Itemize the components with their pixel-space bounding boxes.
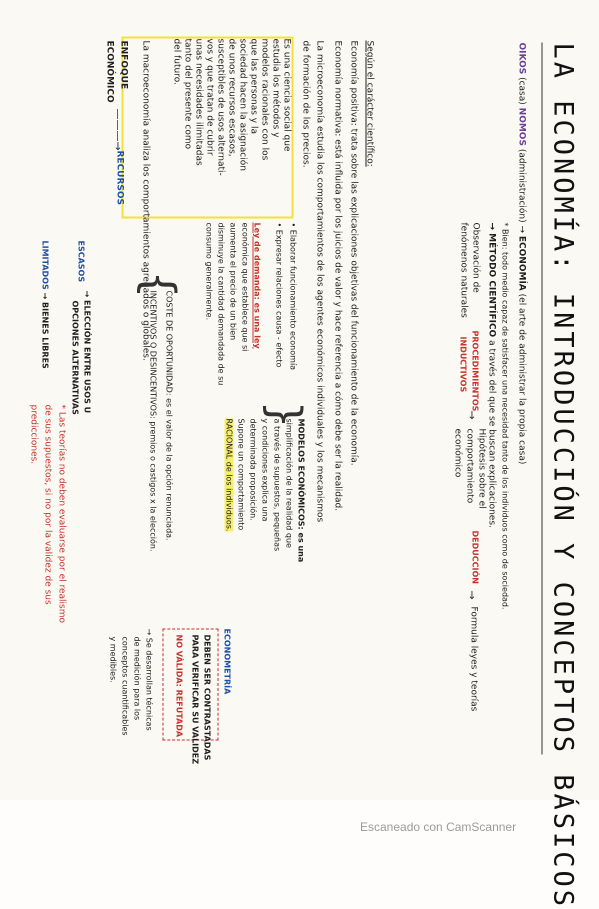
- definition-line: Es una ciencia social que: [281, 39, 292, 217]
- bienes-libres: → BIENES LIBRES: [40, 293, 51, 369]
- microeconomia-line: La microeconomía estudia los comportamientos de los agentes económicos individuales y los mecanismos: [314, 41, 325, 523]
- definition-line: sociedad hacen la asignación: [237, 39, 248, 217]
- definition-line: vos y que tratan de cubrir: [204, 39, 215, 217]
- etymology-line: [516, 43, 527, 465]
- enfoque-label-2: ECONÓMICO: [104, 41, 115, 103]
- econometria-desc-4: y medibles.: [108, 637, 119, 683]
- oikos-meaning: (casa): [517, 77, 527, 105]
- oikos-word: OIKOS: [517, 43, 527, 75]
- arrow-icon: →: [466, 591, 479, 600]
- observacion-line-2: fenómenos naturales: [458, 223, 469, 318]
- econometria-desc-2: de medición para los: [132, 637, 143, 721]
- teorias-line: de sus supuestos, si no por la validez de sus: [42, 405, 53, 605]
- bullet-item: • Elaborar funcionamiento economía: [288, 223, 299, 371]
- arrow-icon: ———→: [112, 109, 125, 151]
- brace-icon: {: [137, 271, 181, 299]
- economia-meaning: (el arte de administrar la propia casa): [517, 294, 527, 465]
- observacion-line-1: Observación de: [470, 223, 481, 293]
- title-underline: [542, 43, 543, 755]
- coste-oportunidad: COSTE DE OPORTUNIDAD: es el valor de la opción renunciada.: [164, 291, 175, 541]
- arrow-icon: →: [466, 411, 479, 420]
- contrast-line-3: NO VÁLIDA: REFUTADA: [174, 635, 185, 738]
- definition-line: estudia los métodos y: [270, 39, 281, 217]
- ley-demanda-line: económica que establece que si: [240, 223, 251, 352]
- contrast-line-1: DEBEN SER CONTRASTADAS: [202, 635, 213, 761]
- bullet-item: • Expresar relaciones causa - efecto: [274, 223, 285, 368]
- teorias-line: predicciones.: [28, 405, 39, 465]
- definition-line: de unos recursos escasos,: [226, 39, 237, 217]
- ley-demanda-line: [252, 223, 263, 349]
- teorias-line: * Las teorías no deben evaluarse por el realismo: [56, 405, 67, 624]
- modelos-line: MODELOS ECONÓMICOS: es una: [296, 419, 307, 563]
- metodo-rest: a través del que se buscan explicaciones.: [487, 340, 497, 528]
- scanner-watermark: Escaneado con CamScanner: [360, 820, 516, 834]
- brace-icon: }: [263, 401, 307, 429]
- eleccion-line-1: → ELECCIÓN ENTRE USOS U: [82, 291, 93, 414]
- definition-line: que las personas y la: [248, 39, 259, 217]
- definition-line: tanto del presente como: [182, 39, 193, 217]
- definition-line: susceptibles de usos alternati-: [215, 39, 226, 217]
- recursos-label: RECURSOS: [114, 151, 125, 206]
- definition-line: del futuro.: [171, 39, 182, 217]
- macroeconomia-line: La macroeconomía analiza los comportamientos agregados o globales.: [140, 41, 151, 361]
- nomos-meaning: (administración) →: [517, 149, 527, 233]
- modelos-line: simplificación de la realidad que: [284, 419, 295, 548]
- hipotesis-line-2: comportamiento: [464, 429, 475, 504]
- modelos-line: a través de supuestos, pequeñas: [272, 419, 283, 552]
- page-title: LA ECONOMÍA: INTRODUCCIÓN Y CONCEPTOS BÁSICOS: [548, 43, 579, 909]
- escasos-label: ESCASOS: [76, 241, 87, 283]
- formula-text: Formula leyes y teorías: [469, 607, 479, 712]
- eleccion-line-2: OPCIONES ALTERNATIVAS: [70, 301, 81, 415]
- limitados-label: LIMITADOS: [40, 241, 51, 290]
- definition-line: modelos racionales con los: [259, 39, 270, 217]
- contrast-line-2: PARA VERIFICAR SU VALIDEZ: [190, 635, 201, 765]
- incentivos: INCENTIVOS O DESINCENTIVOS: premios o castigos x la elección.: [148, 291, 159, 552]
- deduccion-label: DEDUCCIÓN: [470, 531, 481, 584]
- economia-word: ECONOMÍA: [517, 236, 527, 291]
- procedimientos-label: PROCEDIMIENTOS: [470, 331, 481, 412]
- ley-demanda-line: aumenta el precio de un bien: [228, 223, 239, 341]
- ley-demanda-line: consumo generalmente.: [204, 223, 215, 321]
- ley-demanda-line: disminuye la cantidad demandada de su: [216, 223, 227, 386]
- econometria-desc-1: → Se desarrollan técnicas: [144, 629, 155, 731]
- econometria-desc-3: conceptos cuantificables: [120, 637, 131, 736]
- inductivos-label: INDUCTIVOS: [458, 337, 469, 393]
- metodo-label: → MÉTODO CIENTÍFICO: [487, 223, 497, 338]
- modelos-highlight: RACIONAL de los individuos.: [225, 419, 234, 532]
- hipotesis-line-3: económico: [452, 429, 463, 478]
- economia-positiva: Economía positiva: trata sobre las explicaciones objetivas del funcionamiento de la economía.: [348, 41, 359, 466]
- modelos-line: determinada proposición.: [248, 419, 259, 521]
- ley-demanda-title: Ley de demanda: es una ley: [253, 223, 262, 349]
- hipotesis-line-1: Hipótesis sobre el: [476, 429, 487, 509]
- bien-definition: * Bien: todo medio capaz de satisfacer una necesidad tanto de los individuos como de sociedad.: [500, 223, 511, 610]
- formula-leyes: [468, 607, 479, 712]
- modelos-line: y condiciones explica una: [260, 419, 271, 522]
- modelos-line: Supone un comportamiento: [236, 419, 247, 531]
- modelos-line: [224, 419, 235, 532]
- metodo-line: [486, 223, 497, 528]
- econometria-label: ECONOMETRÍA: [222, 629, 233, 695]
- economia-normativa: Economía normativa: está influida por los juicios de valor y hace referencia a cómo debe ser la realidad.: [332, 41, 343, 512]
- rotated-notes: [0, 1, 599, 801]
- section-heading: Según el carácter científico:: [364, 41, 375, 167]
- enfoque-label-1: ENFOQUE: [118, 41, 129, 90]
- definition-line: unas necesidades ilimitadas: [193, 39, 204, 217]
- nomos-word: NOMOS: [517, 108, 527, 146]
- microeconomia-line-2: de formación de los precios.: [300, 41, 311, 168]
